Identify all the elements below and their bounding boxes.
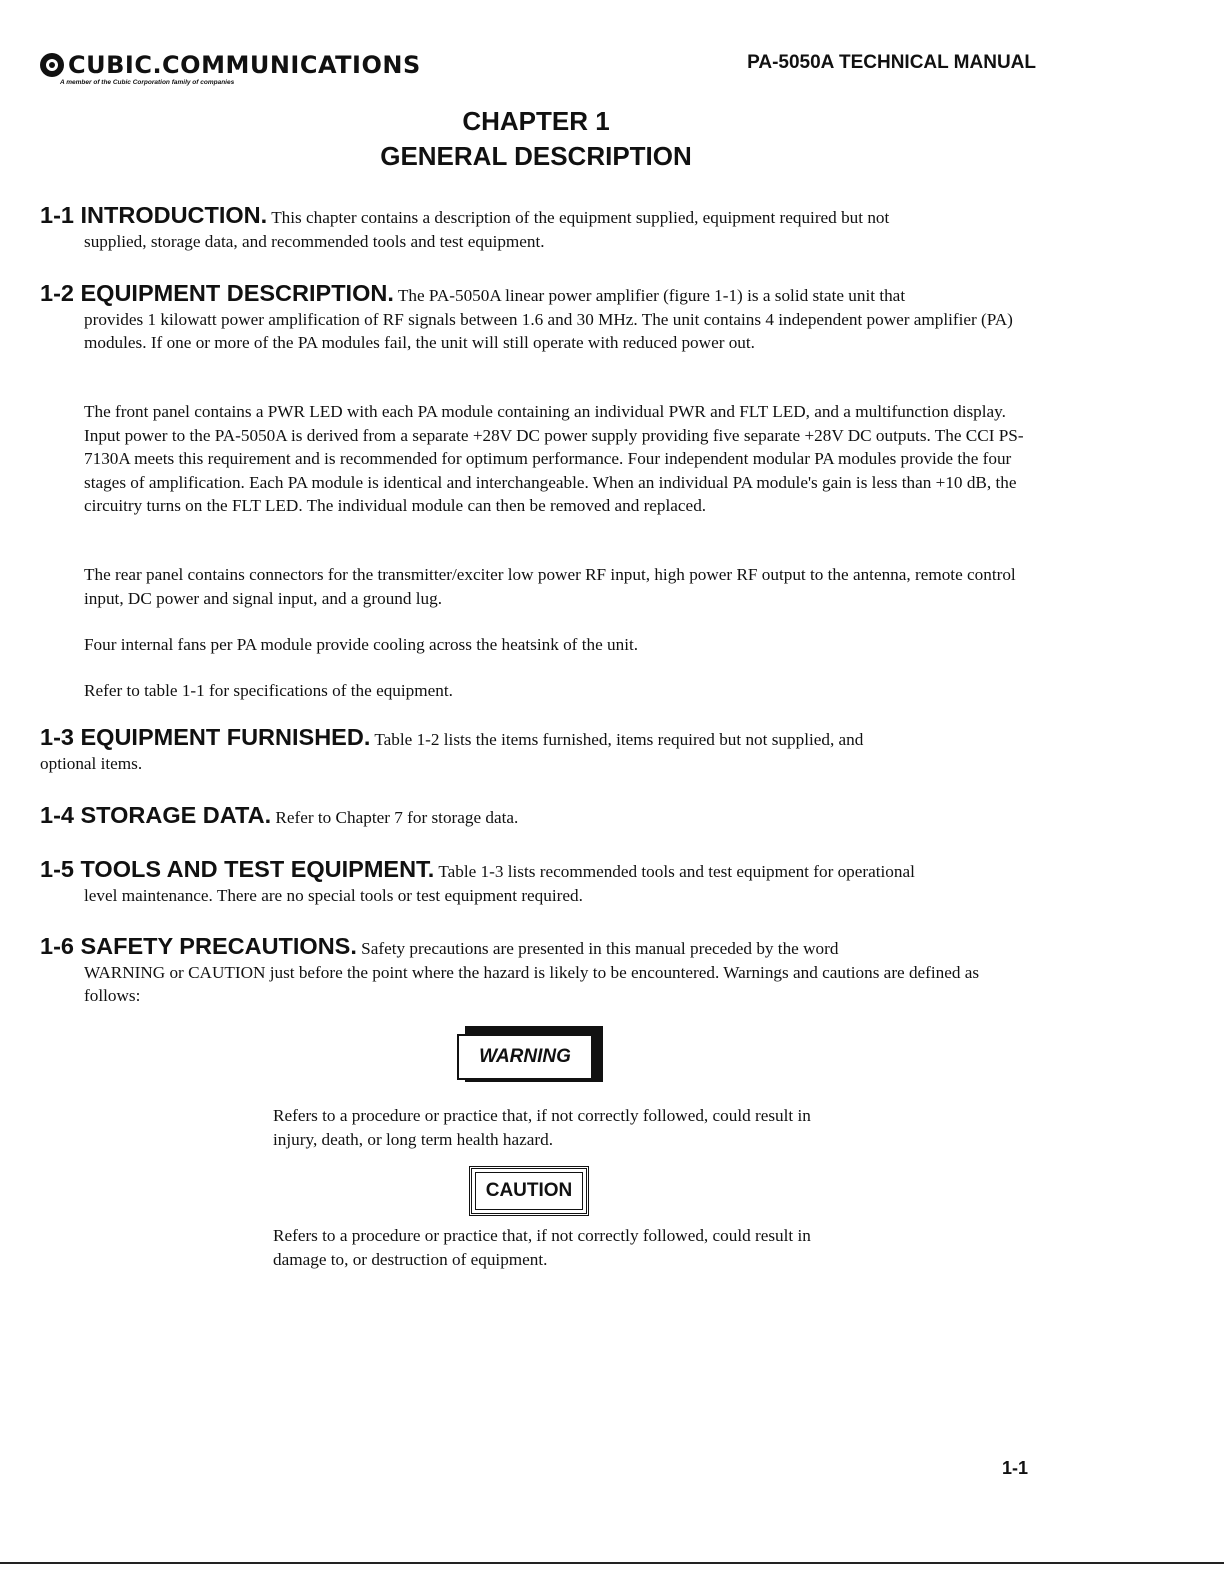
- chapter-number: CHAPTER 1: [462, 106, 610, 136]
- company-name: CUBIC.COMMUNICATIONS: [68, 51, 421, 79]
- page-number: 1-1: [1001, 1458, 1028, 1478]
- section-heading: 1-6 SAFETY PRECAUTIONS.: [40, 933, 357, 959]
- paragraph-front-panel: The front panel contains a PWR LED with each PA module containing an individual PWR and FLT LED, and a multifunction display. Input power to the PA-5050A is derived from a separate +28V DC power supply providing five separate +28V DC outputs. The CCI PS-7130A meets this requirement and is recommended for optimum performance. Four independent modular PA modules provide the four stages of amplification. Each PA module is identical and interchangeable. When an individual PA module's gain is less than +10 dB, the circuitry turns on the FLT LED. The individual module can then be removed and replaced.: [84, 402, 1024, 515]
- section-text-continued: WARNING or CAUTION just before the point where the hazard is likely to be encountered. Warnings and cautions are defined as follows:: [84, 962, 980, 1005]
- section-text-continued: supplied, storage data, and recommended tools and test equipment.: [84, 231, 545, 251]
- section-safety-precautions: [40, 935, 1030, 1008]
- section-text: The PA-5050A linear power amplifier (figure 1-1) is a solid state unit that: [397, 286, 906, 305]
- section-text: Safety precautions are presented in this manual preceded by the word: [361, 939, 839, 958]
- caution-label: CAUTION: [475, 1172, 583, 1210]
- section-text: Table 1-2 lists the items furnished, items required but not supplied, and: [374, 730, 864, 749]
- caution-box: [469, 1166, 589, 1216]
- paragraph-rear-panel: The rear panel contains connectors for the transmitter/exciter low power RF input, high power RF output to the antenna, remote control input, DC power and signal input, and a ground lug.: [84, 565, 1016, 608]
- company-logo: [40, 52, 421, 86]
- paragraph-fans: Four internal fans per PA module provide cooling across the heatsink of the unit.: [84, 635, 639, 654]
- section-text-continued: level maintenance. There are no special tools or test equipment required.: [84, 885, 583, 905]
- section-text: This chapter contains a description of the equipment supplied, equipment required but not: [271, 208, 890, 227]
- warning-label: WARNING: [457, 1034, 593, 1080]
- chapter-title: GENERAL DESCRIPTION: [380, 141, 692, 171]
- section-heading: 1-4 STORAGE DATA.: [40, 802, 272, 828]
- page-bottom-rule: [0, 1562, 1224, 1564]
- section-heading: 1-3 EQUIPMENT FURNISHED.: [40, 724, 371, 750]
- section-tools-test-equipment: [40, 858, 1030, 907]
- warning-box: [457, 1026, 603, 1084]
- section-text: Refer to Chapter 7 for storage data.: [275, 808, 519, 827]
- section-heading: 1-2 EQUIPMENT DESCRIPTION.: [40, 280, 394, 306]
- paragraph-specifications: Refer to table 1-1 for specifications of the equipment.: [84, 681, 453, 700]
- company-tagline: A member of the Cubic Corporation family of companies: [60, 79, 235, 86]
- section-equipment-furnished: [40, 726, 1030, 775]
- cubic-logo-icon: [40, 53, 64, 77]
- manual-title: PA-5050A TECHNICAL MANUAL: [747, 52, 1036, 73]
- section-heading: 1-1 INTRODUCTION.: [40, 202, 268, 228]
- section-text: Table 1-3 lists recommended tools and test equipment for operational: [438, 862, 915, 881]
- caution-definition: Refers to a procedure or practice that, if not correctly followed, could result in damage to, or destruction of equipment.: [273, 1226, 811, 1269]
- section-storage-data: [40, 804, 1030, 830]
- section-heading: 1-5 TOOLS AND TEST EQUIPMENT.: [40, 856, 435, 882]
- section-equipment-description: [40, 282, 1030, 355]
- section-introduction: [40, 204, 1030, 253]
- section-text-continued: provides 1 kilowatt power amplification of RF signals between 1.6 and 30 MHz. The unit contains 4 independent power amplifier (PA) modules. If one or more of the PA modules fail, the unit will still operate with reduced power out.: [84, 309, 1013, 352]
- section-text-continued: optional items.: [40, 753, 143, 773]
- warning-definition: Refers to a procedure or practice that, if not correctly followed, could result in injury, death, or long term health hazard.: [273, 1106, 811, 1149]
